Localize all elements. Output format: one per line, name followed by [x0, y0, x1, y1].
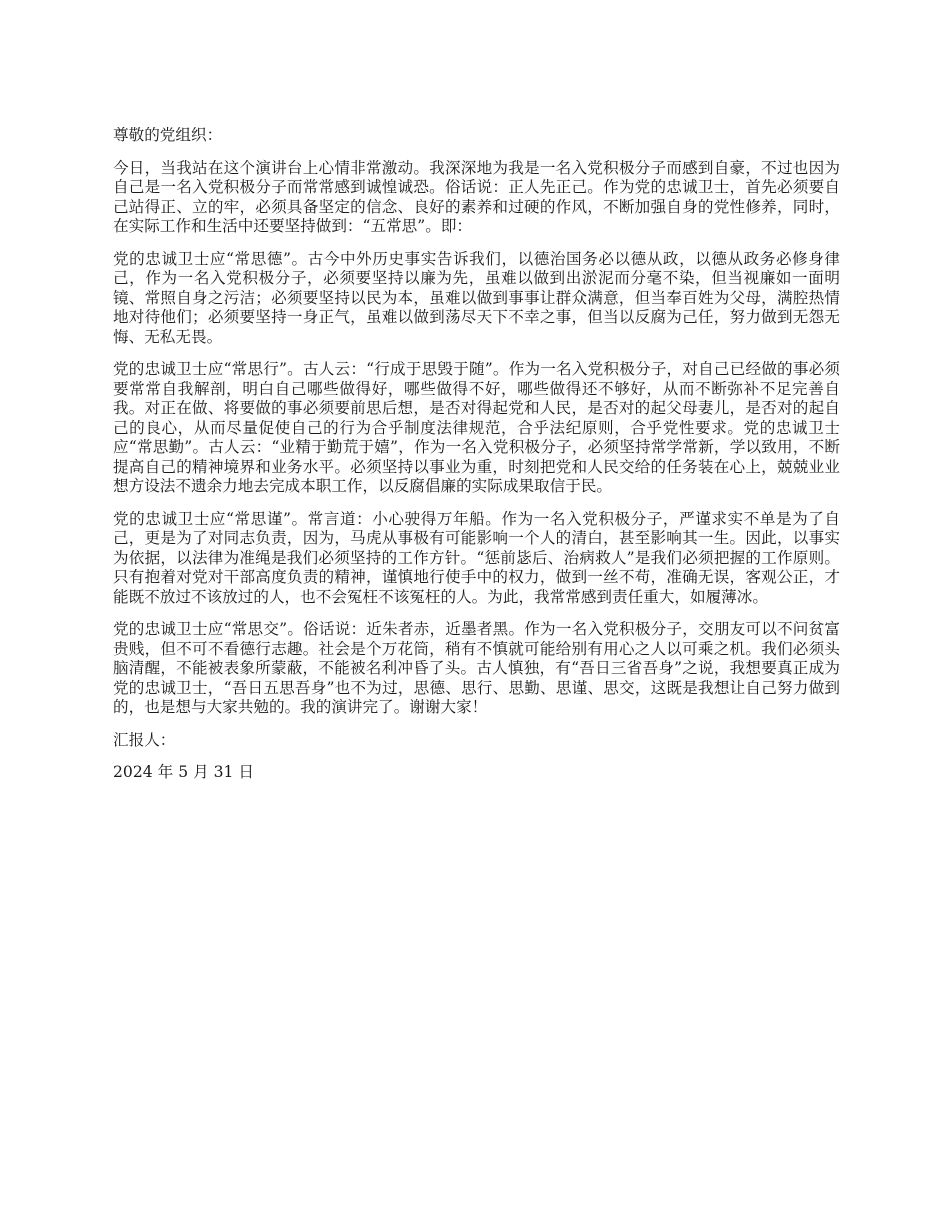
document-page — [113, 126, 840, 796]
paragraph-virtue: 党的忠诚卫士应“常思德”。古今中外历史事实告诉我们，以德治国务必以德从政，以德从政务必修身律己，作为一名入党积极分子，必须要坚持以廉为先，虽难以做到出淤泥而分毫不染，但当视廉如一面明镜、常照自身之污洁；必须要坚持以民为本，虽难以做到事事让群众满意，但当奉百姓为父母，满腔热情地对待他们；必须要坚持一身正气，虽难以做到荡尽天下不幸之事，但当以反腐为己任，努力做到无怨无悔、无私无畏。 — [113, 249, 840, 346]
report-date: 2024 年 5 月 31 日 — [113, 763, 255, 781]
paragraph-friendship: 党的忠诚卫士应“常思交”。俗话说：近朱者赤，近墨者黑。作为一名入党积极分子，交朋友可以不问贫富贵贱，但不可不看德行志趣。社会是个万花筒，稍有不慎就可能给别有用心之人以可乘之机。我们必须头脑清醒，不能被表象所蒙蔽，不能被名利冲昏了头。古人慎独，有“吾日三省吾身”之说，我想要真正成为党的忠诚卫士，“吾日五思吾身”也不为过，思德、思行、思勤、思谨、思交，这既是我想让自己努力做到的，也是想与大家共勉的。我的演讲完了。谢谢大家！ — [113, 620, 840, 716]
paragraph-intro: 今日，当我站在这个演讲台上心情非常激动。我深深地为我是一名入党积极分子而感到自豪，不过也因为自己是一名入党积极分子而常常感到诚惶诚恐。俗话说：正人先正己。作为党的忠诚卫士，首先必须要自己站得正、立的牢，必须具备坚定的信念、良好的素养和过硬的作风，不断加强自身的党性修养，同时，在实际工作和生活中还要坚持做到：“五常思”。即： — [113, 158, 840, 235]
salutation: 尊敬的党组织： — [113, 126, 223, 144]
paragraph-conduct: 党的忠诚卫士应“常思行”。古人云：“行成于思毁于随”。作为一名入党积极分子，对自己已经做的事必须要常常自我解剖，明白自己哪些做得好，哪些做得不好，哪些做得还不够好，从而不断弥补不足完善自我。对正在做、将要做的事必须要前思后想，是否对得起党和人民，是否对的起父母妻儿，是否对的起自己的良心，从而尽量促使自己的行为合乎制度法律规范，合乎法纪原则，合乎党性要求。党的忠诚卫士应“常思勤”。古人云：“业精于勤荒于嬉”，作为一名入党积极分子，必须坚持常学常新，学以致用，不断提高自己的精神境界和业务水平。必须坚持以事业为重，时刻把党和人民交给的任务装在心上，兢兢业业想方设法不遗余力地去完成本职工作，以反腐倡廉的实际成果取信于民。 — [113, 360, 840, 495]
paragraph-prudence: 党的忠诚卫士应“常思谨”。常言道：小心驶得万年船。作为一名入党积极分子，严谨求实不单是为了自己，更是为了对同志负责，因为，马虎从事极有可能影响一个人的清白，甚至影响其一生。因此，以事实为依据，以法律为准绳是我们必须坚持的工作方针。“惩前毖后、治病救人”是我们必须把握的工作原则。只有抱着对党对干部高度负责的精神，谨慎地行使手中的权力，做到一丝不苟，准确无误，客观公正，才能既不放过不该放过的人，也不会冤枉不该冤枉的人。为此，我常常感到责任重大，如履薄冰。 — [113, 509, 840, 606]
reporter-label: 汇报人： — [113, 730, 176, 749]
